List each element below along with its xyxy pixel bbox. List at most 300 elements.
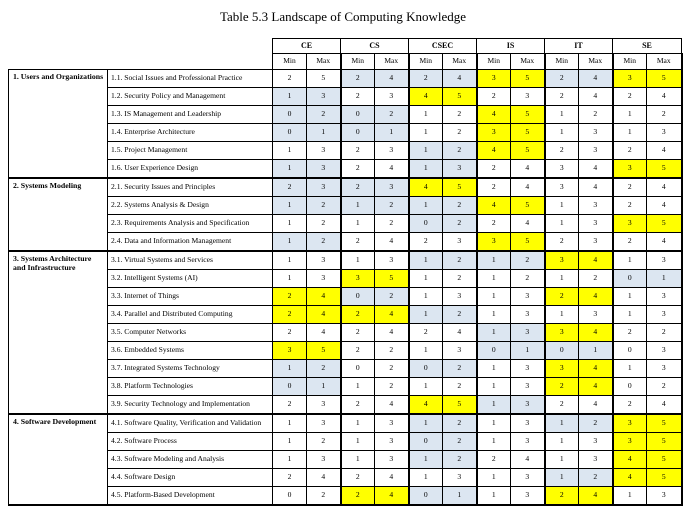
se-max-value: 3 [647,487,682,506]
knowledge-topic: 1.1. Social Issues and Professional Practice [108,70,273,88]
csec-min-value: 1 [409,160,443,179]
se-max-value: 3 [647,288,682,306]
csec-min-value: 0 [409,215,443,233]
table-row [9,451,682,469]
cs-min-value: 2 [341,396,375,415]
knowledge-topic: 3.3. Internet of Things [108,288,273,306]
is-min-value: 1 [477,414,511,433]
csec-max-value: 2 [443,378,477,396]
csec-max-value: 2 [443,197,477,215]
it-max-value: 4 [579,178,613,197]
se-min-value: 1 [613,124,647,142]
csec-max-value: 2 [443,106,477,124]
knowledge-topic: 1.3. IS Management and Leadership [108,106,273,124]
cs-max-value: 2 [375,197,409,215]
se-min-value: 3 [613,70,647,88]
ce-min-value: 1 [273,433,307,451]
is-max-value: 5 [511,70,545,88]
is-min-value: 2 [477,178,511,197]
knowledge-topic: 1.6. User Experience Design [108,160,273,179]
is-max-value: 4 [511,160,545,179]
it-max-value: 4 [579,487,613,506]
table-row [9,288,682,306]
table-title: Table 5.3 Landscape of Computing Knowledge [219,9,467,24]
csec-min-value: 0 [409,487,443,506]
se-min-value: 1 [613,487,647,506]
cs-max-value: 4 [375,396,409,415]
ce-max-value: 3 [307,88,341,106]
se-min-value: 2 [613,396,647,415]
is-max-value: 3 [511,469,545,487]
min-header: Min [341,54,375,70]
cs-max-value: 2 [375,215,409,233]
csec-min-value: 4 [409,178,443,197]
is-min-value: 1 [477,469,511,487]
csec-max-value: 4 [443,70,477,88]
cs-max-value: 3 [375,88,409,106]
cs-min-value: 1 [341,215,375,233]
csec-min-value: 1 [409,197,443,215]
ce-max-value: 4 [307,324,341,342]
is-max-value: 4 [511,451,545,469]
is-max-value: 3 [511,288,545,306]
knowledge-topic: 2.1. Security Issues and Principles [108,178,273,197]
is-max-value: 3 [511,378,545,396]
se-min-value: 2 [613,324,647,342]
cs-min-value: 2 [341,487,375,506]
se-min-value: 2 [613,233,647,252]
se-min-value: 1 [613,106,647,124]
it-max-value: 3 [579,215,613,233]
cs-min-value: 1 [341,378,375,396]
cs-min-value: 0 [341,360,375,378]
it-max-value: 2 [579,414,613,433]
knowledge-topic: 1.5. Project Management [108,142,273,160]
is-max-value: 3 [511,487,545,506]
it-max-value: 3 [579,124,613,142]
table-row [9,160,682,179]
knowledge-topic: 4.4. Software Design [108,469,273,487]
it-max-value: 2 [579,469,613,487]
ce-max-value: 3 [307,251,341,270]
knowledge-topic: 3.9. Security Technology and Implementation [108,396,273,415]
table-row [9,324,682,342]
se-max-value: 1 [647,270,682,288]
se-max-value: 3 [647,342,682,360]
se-max-value: 5 [647,70,682,88]
se-max-value: 5 [647,414,682,433]
is-max-value: 3 [511,306,545,324]
csec-max-value: 5 [443,88,477,106]
it-min-value: 2 [545,378,579,396]
csec-min-value: 4 [409,396,443,415]
table-row [9,433,682,451]
ce-max-value: 1 [307,124,341,142]
ce-max-value: 3 [307,178,341,197]
se-max-value: 5 [647,215,682,233]
is-min-value: 1 [477,396,511,415]
it-min-value: 1 [545,106,579,124]
min-header: Min [273,54,307,70]
is-min-value: 1 [477,251,511,270]
discipline-header-se: SE [613,39,682,54]
cs-max-value: 3 [375,451,409,469]
csec-min-value: 1 [409,270,443,288]
is-max-value: 3 [511,396,545,415]
is-max-value: 2 [511,251,545,270]
ce-min-value: 1 [273,414,307,433]
se-min-value: 4 [613,469,647,487]
cs-max-value: 1 [375,124,409,142]
csec-min-value: 0 [409,433,443,451]
is-min-value: 1 [477,324,511,342]
it-min-value: 1 [545,433,579,451]
ce-min-value: 1 [273,451,307,469]
ce-min-value: 2 [273,396,307,415]
table-row [9,70,682,88]
se-min-value: 2 [613,178,647,197]
it-max-value: 4 [579,70,613,88]
csec-min-value: 4 [409,88,443,106]
se-max-value: 4 [647,233,682,252]
discipline-header-csec: CSEC [409,39,477,54]
se-min-value: 2 [613,88,647,106]
max-header: Max [647,54,682,70]
cs-min-value: 0 [341,124,375,142]
cs-max-value: 2 [375,342,409,360]
it-min-value: 1 [545,124,579,142]
csec-min-value: 1 [409,469,443,487]
header-corner-2 [9,54,273,70]
knowledge-area-label: 1. Users and Organizations [9,70,108,179]
se-min-value: 1 [613,360,647,378]
min-max-header-row [9,54,682,70]
se-min-value: 2 [613,197,647,215]
csec-max-value: 2 [443,251,477,270]
ce-min-value: 1 [273,251,307,270]
is-min-value: 4 [477,197,511,215]
cs-max-value: 3 [375,178,409,197]
se-min-value: 0 [613,342,647,360]
cs-max-value: 3 [375,433,409,451]
knowledge-area-label: 2. Systems Modeling [9,178,108,251]
it-min-value: 1 [545,451,579,469]
ce-max-value: 2 [307,360,341,378]
table-row [9,142,682,160]
se-min-value: 3 [613,433,647,451]
csec-max-value: 4 [443,324,477,342]
ce-min-value: 1 [273,160,307,179]
csec-max-value: 2 [443,306,477,324]
cs-max-value: 3 [375,142,409,160]
se-max-value: 4 [647,88,682,106]
ce-max-value: 3 [307,270,341,288]
is-min-value: 3 [477,70,511,88]
min-header: Min [477,54,511,70]
it-max-value: 3 [579,233,613,252]
csec-min-value: 1 [409,342,443,360]
se-max-value: 2 [647,378,682,396]
it-min-value: 3 [545,251,579,270]
cs-max-value: 2 [375,288,409,306]
is-max-value: 5 [511,142,545,160]
knowledge-topic: 2.4. Data and Information Management [108,233,273,252]
se-max-value: 4 [647,142,682,160]
is-min-value: 0 [477,342,511,360]
se-max-value: 5 [647,451,682,469]
se-min-value: 3 [613,160,647,179]
is-max-value: 3 [511,324,545,342]
discipline-header-ce: CE [273,39,341,54]
it-min-value: 1 [545,197,579,215]
ce-min-value: 2 [273,306,307,324]
cs-max-value: 2 [375,360,409,378]
knowledge-topic: 3.6. Embedded Systems [108,342,273,360]
it-max-value: 4 [579,396,613,415]
se-min-value: 1 [613,288,647,306]
csec-max-value: 2 [443,142,477,160]
csec-max-value: 3 [443,288,477,306]
knowledge-topic: 3.8. Platform Technologies [108,378,273,396]
table-row [9,306,682,324]
is-max-value: 3 [511,88,545,106]
se-max-value: 2 [647,324,682,342]
cs-max-value: 2 [375,378,409,396]
ce-max-value: 3 [307,414,341,433]
csec-max-value: 2 [443,215,477,233]
ce-min-value: 1 [273,197,307,215]
table-row [9,215,682,233]
ce-min-value: 0 [273,124,307,142]
cs-min-value: 2 [341,233,375,252]
csec-min-value: 1 [409,378,443,396]
csec-max-value: 1 [443,487,477,506]
cs-min-value: 3 [341,270,375,288]
se-min-value: 2 [613,142,647,160]
is-min-value: 2 [477,88,511,106]
ce-max-value: 2 [307,487,341,506]
cs-min-value: 1 [341,414,375,433]
ce-min-value: 2 [273,469,307,487]
se-max-value: 3 [647,124,682,142]
csec-max-value: 2 [443,270,477,288]
discipline-header-is: IS [477,39,545,54]
is-max-value: 3 [511,360,545,378]
is-max-value: 5 [511,124,545,142]
it-max-value: 4 [579,251,613,270]
knowledge-topic: 3.2. Intelligent Systems (AI) [108,270,273,288]
knowledge-topic: 3.1. Virtual Systems and Services [108,251,273,270]
is-min-value: 1 [477,306,511,324]
cs-max-value: 4 [375,324,409,342]
cs-max-value: 4 [375,70,409,88]
cs-min-value: 2 [341,324,375,342]
is-min-value: 1 [477,433,511,451]
cs-max-value: 4 [375,487,409,506]
csec-max-value: 3 [443,469,477,487]
table-row [9,270,682,288]
table-row [9,414,682,433]
csec-min-value: 2 [409,70,443,88]
csec-min-value: 1 [409,288,443,306]
it-max-value: 3 [579,197,613,215]
it-min-value: 2 [545,396,579,415]
it-min-value: 1 [545,469,579,487]
csec-max-value: 3 [443,160,477,179]
ce-min-value: 1 [273,233,307,252]
ce-max-value: 3 [307,142,341,160]
is-min-value: 1 [477,378,511,396]
csec-min-value: 2 [409,233,443,252]
cs-min-value: 0 [341,106,375,124]
it-max-value: 1 [579,342,613,360]
it-max-value: 3 [579,142,613,160]
ce-min-value: 2 [273,70,307,88]
cs-max-value: 3 [375,251,409,270]
csec-max-value: 5 [443,396,477,415]
discipline-header-cs: CS [341,39,409,54]
table-body [9,70,682,506]
cs-min-value: 2 [341,142,375,160]
cs-min-value: 2 [341,160,375,179]
it-max-value: 4 [579,160,613,179]
it-max-value: 4 [579,324,613,342]
cs-min-value: 0 [341,288,375,306]
it-min-value: 2 [545,88,579,106]
it-max-value: 4 [579,360,613,378]
csec-min-value: 1 [409,451,443,469]
it-max-value: 2 [579,106,613,124]
ce-max-value: 2 [307,215,341,233]
knowledge-topic: 4.5. Platform-Based Development [108,487,273,506]
knowledge-topic: 3.7. Integrated Systems Technology [108,360,273,378]
se-min-value: 0 [613,270,647,288]
cs-min-value: 2 [341,342,375,360]
is-min-value: 1 [477,360,511,378]
csec-min-value: 2 [409,324,443,342]
min-header: Min [409,54,443,70]
ce-min-value: 2 [273,178,307,197]
is-min-value: 2 [477,451,511,469]
csec-min-value: 1 [409,251,443,270]
is-max-value: 4 [511,178,545,197]
se-max-value: 2 [647,106,682,124]
se-min-value: 3 [613,215,647,233]
se-max-value: 4 [647,396,682,415]
max-header: Max [443,54,477,70]
csec-max-value: 2 [443,451,477,469]
cs-max-value: 2 [375,106,409,124]
se-max-value: 5 [647,160,682,179]
ce-max-value: 4 [307,469,341,487]
discipline-header-row [9,39,682,54]
cs-max-value: 3 [375,414,409,433]
ce-min-value: 1 [273,142,307,160]
it-max-value: 4 [579,288,613,306]
csec-min-value: 1 [409,142,443,160]
csec-max-value: 2 [443,414,477,433]
it-min-value: 1 [545,270,579,288]
table-row [9,342,682,360]
ce-min-value: 2 [273,324,307,342]
ce-max-value: 5 [307,342,341,360]
it-min-value: 1 [545,306,579,324]
table-row [9,378,682,396]
se-min-value: 0 [613,378,647,396]
is-min-value: 2 [477,215,511,233]
is-min-value: 4 [477,142,511,160]
is-max-value: 3 [511,414,545,433]
it-min-value: 3 [545,178,579,197]
ce-min-value: 3 [273,342,307,360]
se-min-value: 1 [613,251,647,270]
max-header: Max [579,54,613,70]
cs-max-value: 4 [375,469,409,487]
se-max-value: 3 [647,360,682,378]
knowledge-topic: 3.4. Parallel and Distributed Computing [108,306,273,324]
csec-max-value: 2 [443,433,477,451]
cs-max-value: 4 [375,160,409,179]
it-max-value: 4 [579,378,613,396]
cs-min-value: 1 [341,197,375,215]
table-row [9,178,682,197]
se-max-value: 3 [647,251,682,270]
it-min-value: 2 [545,233,579,252]
cs-max-value: 4 [375,233,409,252]
ce-max-value: 3 [307,160,341,179]
cs-min-value: 2 [341,178,375,197]
knowledge-topic: 3.5. Computer Networks [108,324,273,342]
se-max-value: 3 [647,306,682,324]
se-max-value: 4 [647,197,682,215]
it-min-value: 2 [545,70,579,88]
discipline-header-it: IT [545,39,613,54]
min-header: Min [545,54,579,70]
it-max-value: 3 [579,433,613,451]
it-min-value: 1 [545,414,579,433]
knowledge-topic: 1.2. Security Policy and Management [108,88,273,106]
cs-min-value: 1 [341,251,375,270]
csec-min-value: 1 [409,106,443,124]
is-max-value: 5 [511,233,545,252]
is-min-value: 1 [477,270,511,288]
max-header: Max [511,54,545,70]
ce-min-value: 1 [273,88,307,106]
cs-min-value: 2 [341,70,375,88]
table-row [9,124,682,142]
is-min-value: 3 [477,124,511,142]
knowledge-topic: 4.3. Software Modeling and Analysis [108,451,273,469]
table-row [9,360,682,378]
se-min-value: 3 [613,414,647,433]
csec-max-value: 2 [443,360,477,378]
it-max-value: 2 [579,270,613,288]
ce-min-value: 1 [273,360,307,378]
ce-min-value: 1 [273,215,307,233]
ce-max-value: 2 [307,106,341,124]
header-corner [9,39,273,54]
cs-max-value: 5 [375,270,409,288]
ce-max-value: 4 [307,288,341,306]
it-min-value: 2 [545,487,579,506]
max-header: Max [375,54,409,70]
cs-min-value: 1 [341,451,375,469]
se-max-value: 5 [647,469,682,487]
csec-max-value: 3 [443,342,477,360]
is-min-value: 3 [477,233,511,252]
se-min-value: 4 [613,451,647,469]
min-header: Min [613,54,647,70]
